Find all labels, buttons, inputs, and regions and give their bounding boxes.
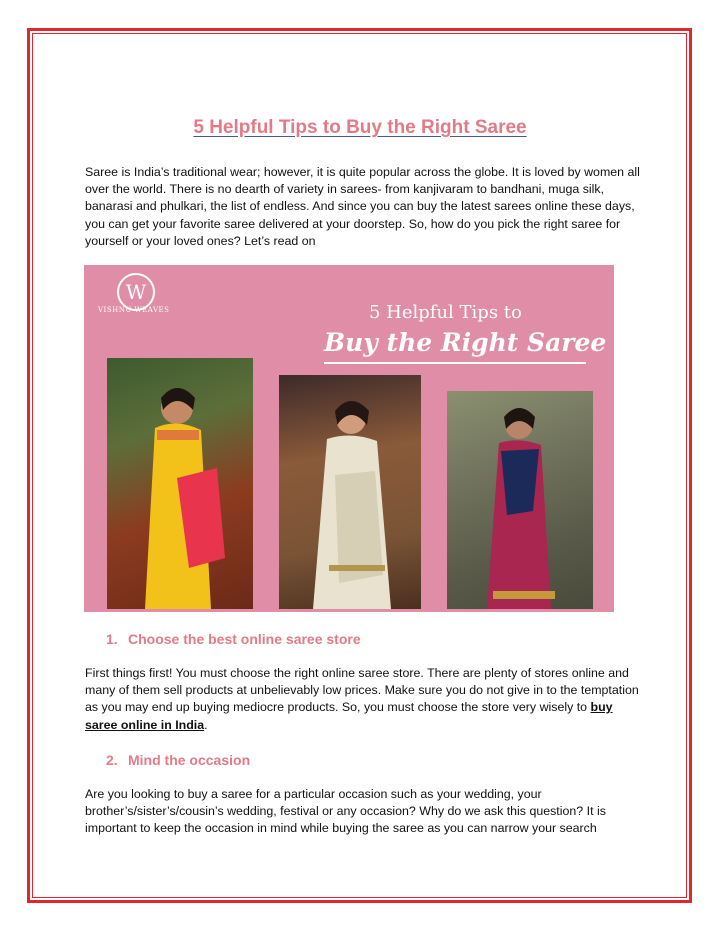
section-paragraph-1 [85,665,645,734]
section-heading-1 [106,631,361,647]
buy-saree-online-link[interactable]: buy saree online in India [85,700,613,732]
section-heading-2 [106,752,250,768]
section-paragraph-2: Are you looking to buy a saree for a particular occasion such as your wedding, your brother’s/sister’s/cousin’s wedding, festival or any occasion? Why do we ask this question? It is important to keep the occasion in mind while buying the saree as you can narrow your search [85,787,606,836]
banner-title-line2: Buy the Right Saree [324,328,607,357]
banner-image [84,265,614,612]
section-number-1: 1. [106,631,118,647]
banner-title-line1: 5 Helpful Tips to [369,302,522,323]
document-title: 5 Helpful Tips to Buy the Right Saree [193,117,527,138]
model-photo-maroon-saree [447,391,593,609]
section-1-text-end: . [204,717,208,732]
banner-underline [324,362,586,364]
section-number-2: 2. [106,752,118,768]
section-heading-2-text: Mind the occasion [128,752,251,768]
model-photo-yellow-saree [107,358,253,609]
intro-paragraph: Saree is India’s traditional wear; however, it is quite popular across the globe. It is loved by women all over the world. There is no dearth of variety in sarees- from kanjivaram to bandhani, muga silk, banarasi and phulkari, the list of endless. And since you can buy the latest sarees online these days, you can get your favorite saree delivered at your doorstep. So, how do you pick the right saree for yourself or your loved ones? Let’s read on [85,165,640,248]
model-photo-white-saree [279,375,421,609]
brand-name: VISHNU WEAVES [98,306,170,314]
brand-logo: W [117,273,155,311]
section-1-text: First things first! You must choose the right online saree store. There are plenty of stores online and many of them sell products at unbelievably low prices. Make sure you do not give in to the temptation as you may end up buying mediocre products. So, you must choose the store very wisely to [85,666,639,715]
section-heading-1-text: Choose the best online saree store [128,631,361,647]
